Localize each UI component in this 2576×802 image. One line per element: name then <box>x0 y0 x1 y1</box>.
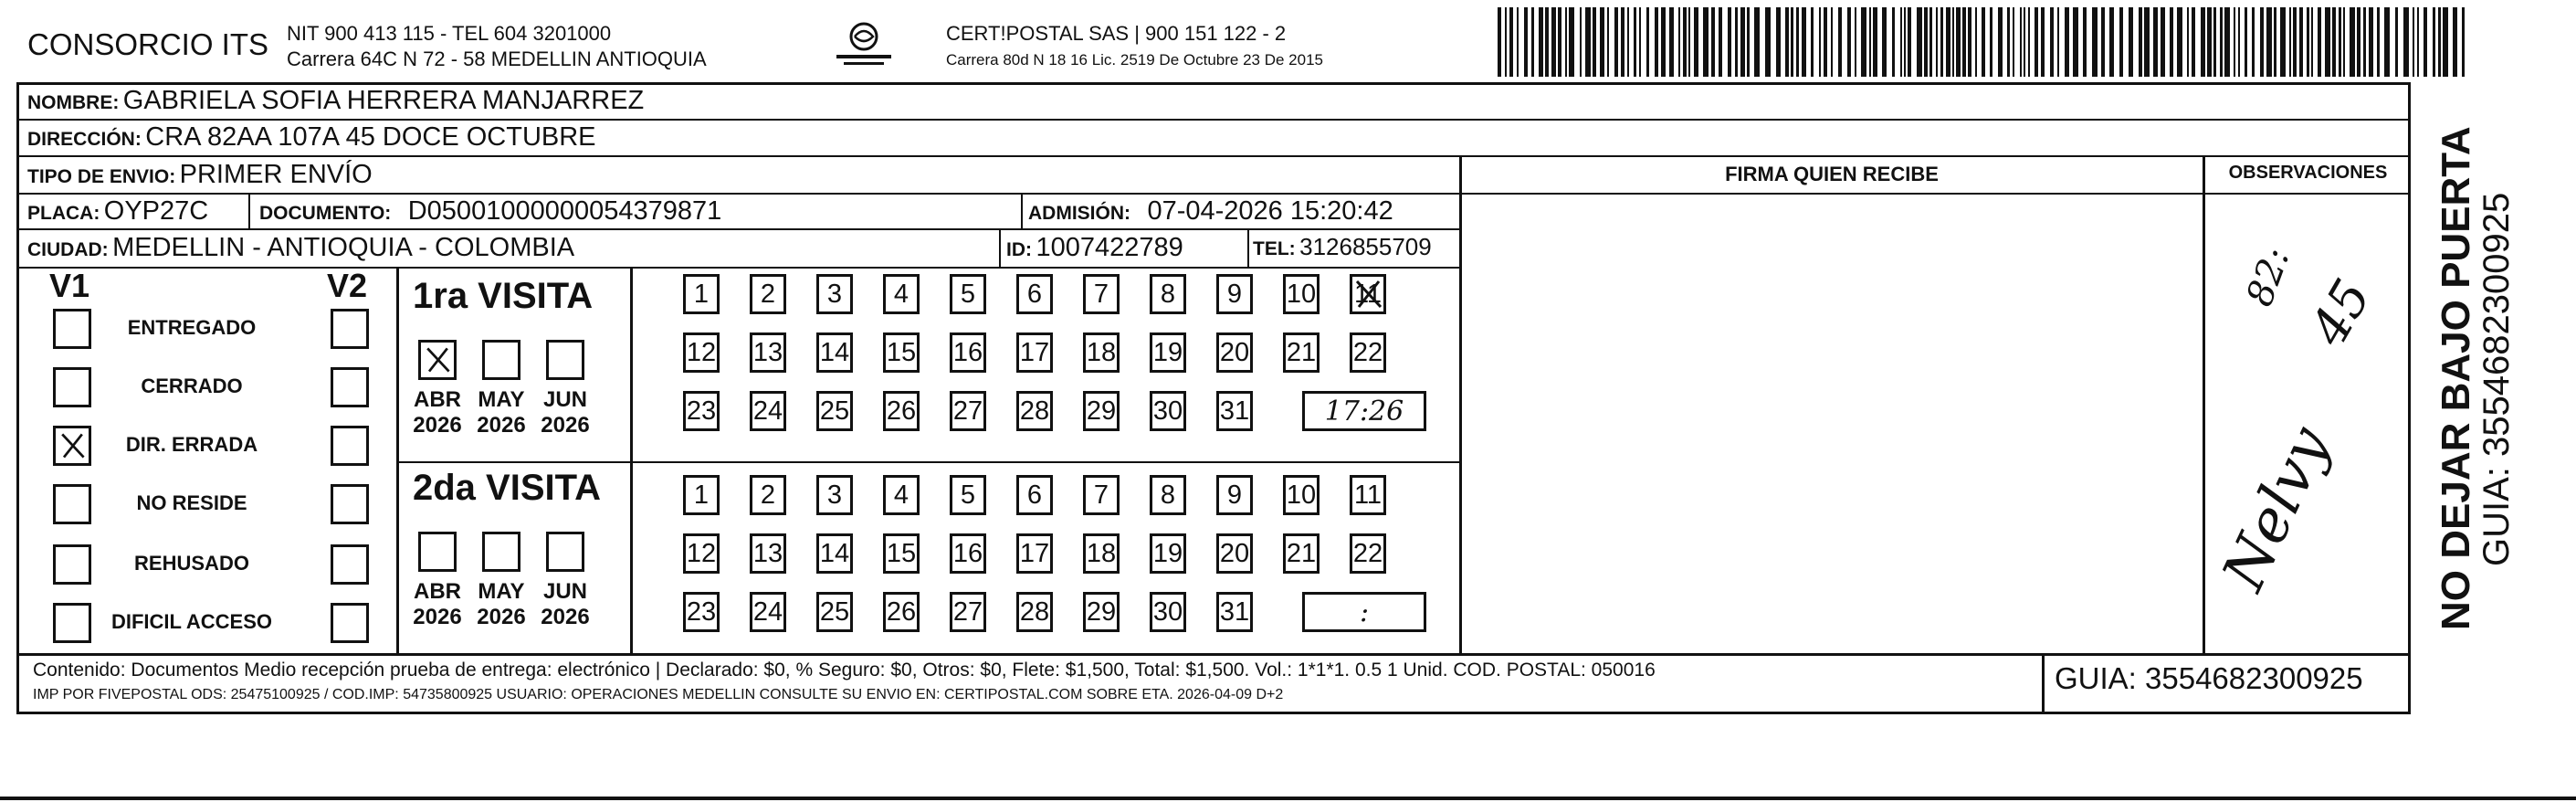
barcode-bar <box>1634 7 1636 77</box>
second-day-box[interactable]: 21 <box>1283 533 1320 574</box>
second-day-box[interactable]: 10 <box>1283 475 1320 515</box>
first-day-box[interactable]: 25 <box>816 391 853 431</box>
barcode-bar <box>2260 7 2264 77</box>
status-label: DIR. ERRADA <box>125 433 258 456</box>
barcode-bar <box>2403 7 2409 77</box>
visit-month-label: JUN <box>542 387 587 412</box>
barcode-bar <box>1655 7 1658 77</box>
second-day-box[interactable]: 14 <box>816 533 853 574</box>
barcode-bar <box>2417 7 2419 77</box>
barcode-bar <box>1585 7 1591 77</box>
visit-year-label: 2026 <box>477 413 526 438</box>
barcode-bar <box>1524 7 1528 77</box>
company-name: CONSORCIO ITS <box>27 27 269 61</box>
barcode-bar <box>1607 7 1609 77</box>
visit-year-label: 2026 <box>413 605 462 629</box>
barcode-bar <box>1735 7 1738 77</box>
barcode-bar <box>1703 7 1709 77</box>
barcode-bar <box>2274 7 2276 77</box>
barcode-bar <box>1847 7 1851 77</box>
second-day-box[interactable]: 26 <box>883 592 920 632</box>
tel-value: 3126855709 <box>1299 233 1432 260</box>
status-label: NO RESIDE <box>136 491 247 514</box>
barcode-bar <box>1683 7 1687 77</box>
v1-checkbox[interactable] <box>53 367 91 407</box>
second-day-box[interactable]: 29 <box>1083 592 1120 632</box>
barcode-bar <box>1940 7 1943 77</box>
second-visit-month-checkbox[interactable] <box>546 532 584 572</box>
barcode-bar <box>2073 7 2078 77</box>
barcode-bar <box>2129 7 2133 77</box>
second-visit-month-checkbox[interactable] <box>418 532 457 572</box>
barcode-bar <box>2318 7 2321 77</box>
tipo-envio-row <box>27 160 373 190</box>
side-guia: GUIA: 3554682300925 <box>2476 192 2517 566</box>
first-day-box[interactable]: 15 <box>883 332 920 373</box>
v1-checkbox-checked[interactable] <box>53 426 91 466</box>
second-day-box[interactable]: 7 <box>1083 475 1120 515</box>
tel-row <box>1253 233 1432 261</box>
barcode-bar <box>2092 7 2098 77</box>
barcode-bar <box>1936 7 1938 77</box>
first-day-box[interactable]: 19 <box>1150 332 1186 373</box>
barcode-bar <box>1968 7 1971 77</box>
visit-month-label: ABR <box>414 387 461 412</box>
barcode-bar <box>1904 7 1906 77</box>
barcode-bar <box>1929 7 1932 77</box>
firma-header: FIRMA QUIEN RECIBE <box>1725 163 1939 185</box>
barcode-bar <box>2299 7 2303 77</box>
barcode-bar <box>2119 7 2123 77</box>
barcode-bar <box>2363 7 2366 77</box>
second-visit-month-checkbox[interactable] <box>482 532 520 572</box>
first-visit-month-checkbox[interactable] <box>546 340 584 380</box>
side-notice: NO DEJAR BAJO PUERTA <box>2434 126 2478 630</box>
first-day-box[interactable]: 23 <box>683 391 720 431</box>
barcode-bar <box>2462 7 2465 77</box>
v1-checkbox[interactable] <box>53 309 91 349</box>
admision-value: 07-04-2026 15:20:42 <box>1147 196 1393 226</box>
footer-contenido: Contenido: Documentos Medio recepción prueba de entrega: electrónico | Declarado: $0, % Seguro: $0, Otros: $0, Flete: $1,500, Total: $1,500. Vol.: 1*1*1. 0.5 1 Unid. COD. POSTAL: 050016 <box>33 660 1656 681</box>
barcode-bar <box>2083 7 2087 77</box>
barcode-bar <box>1711 7 1715 77</box>
barcode-bar <box>2280 7 2286 77</box>
barcode-bar <box>1639 7 1641 77</box>
visit-year-label: 2026 <box>477 605 526 629</box>
status-label: CERRADO <box>141 375 243 397</box>
barcode-bar <box>2057 7 2059 77</box>
barcode-bar <box>1569 7 1574 77</box>
visit-year-label: 2026 <box>541 413 590 438</box>
barcode-bar <box>1975 7 1977 77</box>
barcode-bar <box>1982 7 1985 77</box>
barcode-bar <box>1785 7 1789 77</box>
day-marked-cross-icon <box>1350 274 1386 314</box>
barcode-bar <box>2109 7 2114 77</box>
obs-handwriting-signature: Nelvy <box>2210 417 2344 601</box>
barcode-bar <box>2161 7 2165 77</box>
tel-label: TEL: <box>1253 238 1296 259</box>
v1-checkbox[interactable] <box>53 544 91 585</box>
direccion-label: DIRECCIÓN: <box>27 129 142 150</box>
barcode-bar <box>2192 7 2195 77</box>
first-time-box[interactable]: 17:26 <box>1302 391 1426 431</box>
second-day-box[interactable]: 22 <box>1350 533 1386 574</box>
barcode-bar <box>2307 7 2309 77</box>
barcode-bar <box>1962 7 1966 77</box>
barcode-bar <box>1517 7 1519 77</box>
barcode-bar <box>2433 7 2435 77</box>
v1-header: V1 <box>49 267 90 304</box>
second-day-box[interactable]: 20 <box>1216 533 1253 574</box>
barcode-bar <box>1882 7 1887 77</box>
barcode-bar <box>1990 7 1992 77</box>
placa-value: OYP27C <box>103 196 209 226</box>
first-day-box[interactable]: 29 <box>1083 391 1120 431</box>
second-day-box[interactable]: 27 <box>950 592 986 632</box>
admision-label: ADMISIÓN: <box>1028 203 1130 224</box>
barcode-bar <box>1558 7 1561 77</box>
barcode-bar <box>2424 7 2427 77</box>
barcode-bar <box>1819 7 1821 77</box>
first-day-box[interactable]: 22 <box>1350 332 1386 373</box>
barcode-bar <box>1505 7 1507 77</box>
second-day-box[interactable]: 28 <box>1016 592 1053 632</box>
carrier-address: Carrera 80d N 18 16 Lic. 2519 De Octubre 23 De 2015 <box>946 51 1323 69</box>
barcode-bar <box>1952 7 1954 77</box>
second-day-box[interactable]: 24 <box>750 592 786 632</box>
barcode-bar <box>1565 7 1567 77</box>
barcode-bar <box>1873 7 1877 77</box>
barcode-bar <box>1838 7 1842 77</box>
status-label: ENTREGADO <box>127 316 257 339</box>
first-day-box[interactable]: 12 <box>683 332 720 373</box>
barcode-bar <box>1551 7 1556 77</box>
direccion-value: CRA 82AA 107A 45 DOCE OCTUBRE <box>145 122 596 152</box>
v2-checkbox[interactable] <box>331 426 369 466</box>
tipo-envio-label: TIPO DE ENVIO: <box>27 166 176 187</box>
second-day-box[interactable]: 9 <box>1216 475 1253 515</box>
barcode-bar <box>1802 7 1806 77</box>
first-day-box[interactable]: 18 <box>1083 332 1120 373</box>
visit-month-label: ABR <box>414 579 461 604</box>
first-day-box[interactable]: 7 <box>1083 274 1120 314</box>
id-value: 1007422789 <box>1036 233 1183 262</box>
barcode-bar <box>2238 7 2240 77</box>
v2-header: V2 <box>327 267 368 304</box>
barcode-bar <box>1661 7 1666 77</box>
admision-row <box>1028 196 1393 227</box>
barcode-bar <box>1855 7 1856 77</box>
visit-month-label: MAY <box>478 579 525 604</box>
second-day-box[interactable]: 13 <box>750 533 786 574</box>
second-time-box[interactable]: : <box>1302 592 1426 632</box>
first-day-box[interactable]: 3 <box>816 274 853 314</box>
second-day-box[interactable]: 23 <box>683 592 720 632</box>
barcode-bar <box>1796 7 1799 77</box>
barcode-bar <box>2207 7 2212 77</box>
barcode-bar <box>2343 7 2345 77</box>
second-visit-title: 2da VISITA <box>413 468 601 508</box>
first-day-box[interactable]: 16 <box>950 332 986 373</box>
barcode-bar <box>1728 7 1731 77</box>
second-day-box[interactable]: 17 <box>1016 533 1053 574</box>
documento-row <box>259 196 721 227</box>
v2-checkbox[interactable] <box>331 484 369 524</box>
nombre-label: NOMBRE: <box>27 92 120 113</box>
first-day-box[interactable]: 4 <box>883 274 920 314</box>
barcode-bar <box>2153 7 2158 77</box>
visit-year-label: 2026 <box>541 605 590 629</box>
documento-label: DOCUMENTO: <box>259 203 392 224</box>
second-day-box[interactable]: 25 <box>816 592 853 632</box>
barcode-bar <box>2266 7 2272 77</box>
barcode-bar <box>2201 7 2205 77</box>
visit-month-label: MAY <box>478 387 525 412</box>
barcode-bar <box>1998 7 2003 77</box>
barcode-bar <box>2339 7 2341 77</box>
barcode-bar <box>2028 7 2030 77</box>
obs-handwriting-2: 45 <box>2298 269 2383 356</box>
second-day-box[interactable]: 12 <box>683 533 720 574</box>
barcode-bar <box>1747 7 1750 77</box>
id-label: ID: <box>1006 239 1032 260</box>
first-day-box[interactable]: 5 <box>950 274 986 314</box>
second-day-box[interactable]: 19 <box>1150 533 1186 574</box>
barcode-bar <box>1824 7 1827 77</box>
barcode-bar <box>1765 7 1771 77</box>
v2-checkbox[interactable] <box>331 309 369 349</box>
first-day-box[interactable]: 13 <box>750 332 786 373</box>
barcode-bar <box>1539 7 1543 77</box>
barcode-bar <box>2177 7 2182 77</box>
first-day-box[interactable]: 31 <box>1216 391 1253 431</box>
barcode-bar <box>1646 7 1649 77</box>
v2-checkbox[interactable] <box>331 603 369 643</box>
barcode-bar <box>1908 7 1911 77</box>
first-visit-title: 1ra VISITA <box>413 276 594 316</box>
barcode-bar <box>2041 7 2045 77</box>
barcode-bar <box>1545 7 1549 77</box>
barcode-bar <box>1614 7 1618 77</box>
barcode-bar <box>2013 7 2014 77</box>
status-label: DIFICIL ACCESO <box>110 610 272 633</box>
first-day-box[interactable]: 14 <box>816 332 853 373</box>
visit-year-label: 2026 <box>413 413 462 438</box>
first-day-box[interactable]: 27 <box>950 391 986 431</box>
barcode-bar <box>2357 7 2360 77</box>
barcode-bar <box>1678 7 1680 77</box>
barcode-bar <box>2369 7 2373 77</box>
barcode-bar <box>1946 7 1950 77</box>
barcode-bar <box>1811 7 1814 77</box>
barcode-bar <box>1593 7 1596 77</box>
barcode-bar <box>2220 7 2223 77</box>
visit-month-label: JUN <box>542 579 587 604</box>
barcode-bar <box>2453 7 2457 77</box>
first-visit-month-checkbox[interactable] <box>482 340 520 380</box>
barcode-bar <box>1600 7 1604 77</box>
barcode-bar <box>2377 7 2380 77</box>
first-visit-month-checkbox[interactable] <box>418 340 457 380</box>
barcode-bar <box>2065 7 2069 77</box>
second-day-box[interactable]: 5 <box>950 475 986 515</box>
barcode-bar <box>1740 7 1745 77</box>
barcode-bar <box>2050 7 2054 77</box>
barcode-bar <box>2395 7 2398 77</box>
placa-label: PLACA: <box>27 203 100 224</box>
barcode-bar <box>2311 7 2313 77</box>
first-day-box[interactable]: 28 <box>1016 391 1053 431</box>
barcode-bar <box>1917 7 1922 77</box>
second-day-box[interactable]: 8 <box>1150 475 1186 515</box>
barcode-bar <box>1509 7 1513 77</box>
second-day-box[interactable]: 2 <box>750 475 786 515</box>
second-day-box[interactable]: 30 <box>1150 592 1186 632</box>
barcode-bar <box>1754 7 1760 77</box>
barcode-bar <box>1694 7 1698 77</box>
barcode-bar <box>2035 7 2038 77</box>
barcode-bar <box>1831 7 1833 77</box>
nombre-value: GABRIELA SOFIA HERRERA MANJARREZ <box>122 86 645 115</box>
tipo-envio-value: PRIMER ENVÍO <box>179 160 373 189</box>
barcode-bar <box>2170 7 2173 77</box>
first-day-box[interactable]: 30 <box>1150 391 1186 431</box>
second-day-box[interactable]: 15 <box>883 533 920 574</box>
barcode-bar <box>1669 7 1674 77</box>
v2-checkbox[interactable] <box>331 367 369 407</box>
id-row <box>1006 233 1183 263</box>
barcode-bar <box>1580 7 1582 77</box>
barcode-bar <box>1869 7 1871 77</box>
barcode-bar <box>1956 7 1961 77</box>
barcode-bar <box>2020 7 2022 77</box>
barcode-bar <box>2332 7 2336 77</box>
first-day-box[interactable]: 21 <box>1283 332 1320 373</box>
second-day-box[interactable]: 18 <box>1083 533 1120 574</box>
barcode-bar <box>1776 7 1781 77</box>
ciudad-value: MEDELLIN - ANTIOQUIA - COLOMBIA <box>112 233 575 262</box>
v2-checkbox[interactable] <box>331 544 369 585</box>
barcode-bar <box>1621 7 1624 77</box>
barcode-bar <box>1688 7 1690 77</box>
footer-guia: GUIA: 3554682300925 <box>2055 661 2363 695</box>
first-day-box[interactable]: 8 <box>1150 274 1186 314</box>
barcode-bar <box>1791 7 1793 77</box>
barcode <box>1498 7 2484 77</box>
observaciones-header: OBSERVACIONES <box>2228 163 2388 183</box>
barcode-bar <box>2224 7 2230 77</box>
ciudad-row <box>27 233 574 263</box>
documento-value: D05001000000054379871 <box>407 196 722 226</box>
barcode-bar <box>1531 7 1534 77</box>
footer-imp: IMP POR FIVEPOSTAL ODS: 25475100925 / COD.IMP: 54735800925 USUARIO: OPERACIONES MEDELLIN CONSULTE SU ENVIO EN: CERTIPOSTAL.COM SOBRE ETA. 2026-04-09 D+2 <box>33 687 1284 702</box>
barcode-bar <box>2289 7 2291 77</box>
barcode-bar <box>1861 7 1866 77</box>
first-day-box[interactable]: 11 <box>1350 274 1386 314</box>
first-day-box[interactable]: 10 <box>1283 274 1320 314</box>
second-day-box[interactable]: 4 <box>883 475 920 515</box>
barcode-bar <box>2024 7 2025 77</box>
barcode-bar <box>2213 7 2216 77</box>
barcode-bar <box>2234 7 2235 77</box>
barcode-bar <box>1627 7 1629 77</box>
v1-checkbox[interactable] <box>53 484 91 524</box>
second-day-box[interactable]: 31 <box>1216 592 1253 632</box>
second-day-box[interactable]: 1 <box>683 475 720 515</box>
barcode-bar <box>2413 7 2414 77</box>
barcode-bar <box>2438 7 2441 77</box>
placa-row <box>27 196 208 227</box>
company-nit-tel: NIT 900 413 115 - TEL 604 3201000 <box>287 22 612 45</box>
barcode-bar <box>2144 7 2150 77</box>
barcode-bar <box>2350 7 2355 77</box>
barcode-bar <box>1498 7 1501 77</box>
barcode-bar <box>2245 7 2247 77</box>
status-label: REHUSADO <box>134 552 249 575</box>
barcode-bar <box>2101 7 2105 77</box>
barcode-bar <box>2325 7 2330 77</box>
certipostal-logo-icon <box>824 18 904 69</box>
second-day-box[interactable]: 11 <box>1350 475 1386 515</box>
barcode-bar <box>1924 7 1928 77</box>
barcode-bar <box>2384 7 2390 77</box>
v1-checkbox[interactable] <box>53 603 91 643</box>
ciudad-label: CIUDAD: <box>27 239 109 260</box>
first-day-box[interactable]: 1 <box>683 274 720 314</box>
barcode-bar <box>2139 7 2142 77</box>
barcode-bar <box>2007 7 2010 77</box>
first-day-box[interactable]: 2 <box>750 274 786 314</box>
second-day-box[interactable]: 3 <box>816 475 853 515</box>
barcode-bar <box>1892 7 1895 77</box>
direccion-row <box>27 122 596 153</box>
first-day-box[interactable]: 20 <box>1216 332 1253 373</box>
first-day-box[interactable]: 24 <box>750 391 786 431</box>
barcode-bar <box>2187 7 2189 77</box>
barcode-bar <box>1900 7 1902 77</box>
first-day-box[interactable]: 17 <box>1016 332 1053 373</box>
first-day-box[interactable]: 26 <box>883 391 920 431</box>
first-day-box[interactable]: 9 <box>1216 274 1253 314</box>
barcode-bar <box>2252 7 2255 77</box>
nombre-row <box>27 86 644 116</box>
company-address: Carrera 64C N 72 - 58 MEDELLIN ANTIOQUIA <box>287 47 707 70</box>
carrier-name: CERT!POSTAL SAS | 900 151 122 - 2 <box>946 22 1287 45</box>
first-day-box[interactable]: 6 <box>1016 274 1053 314</box>
barcode-bar <box>1719 7 1722 77</box>
second-day-box[interactable]: 6 <box>1016 475 1053 515</box>
second-day-box[interactable]: 16 <box>950 533 986 574</box>
obs-handwriting-1: 82: <box>2238 241 2298 312</box>
barcode-bar <box>2443 7 2448 77</box>
barcode-bar <box>2293 7 2297 77</box>
